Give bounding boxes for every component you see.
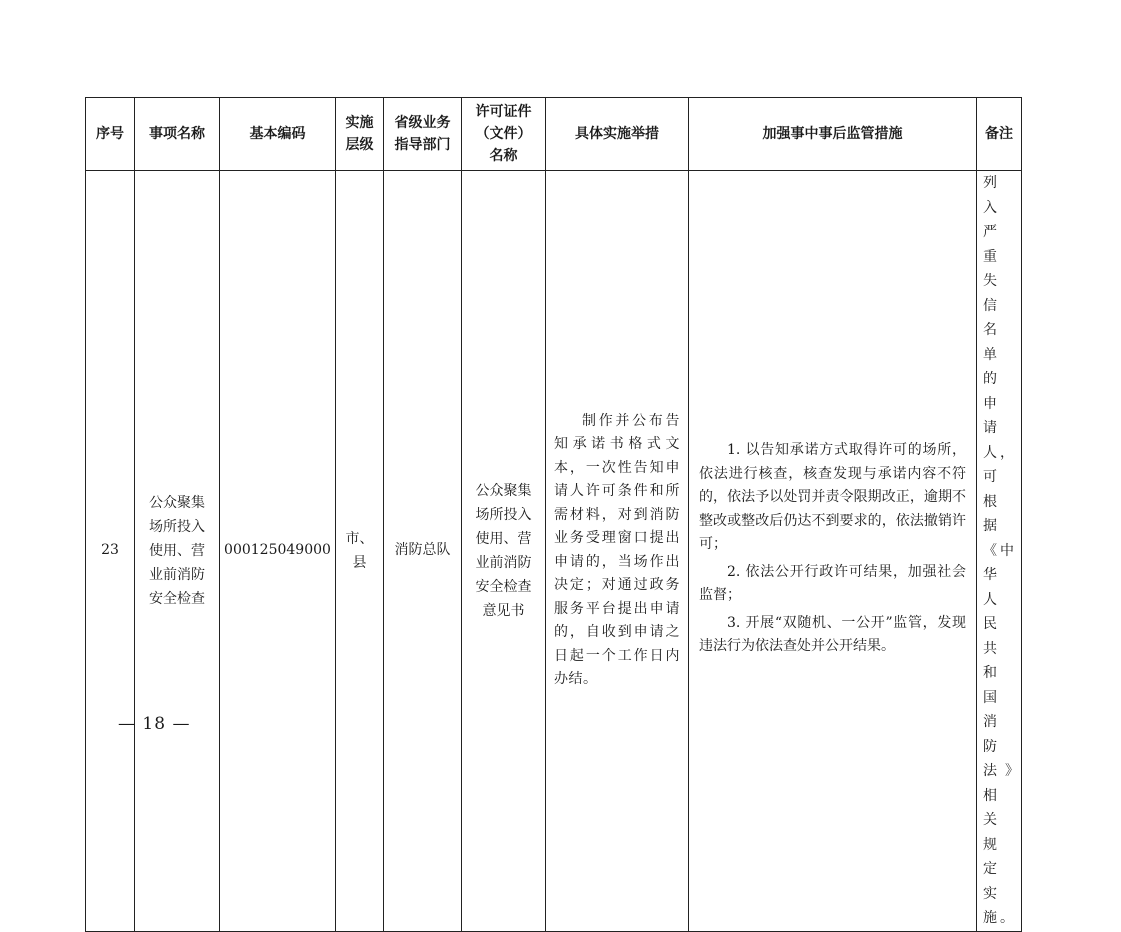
header-department: 省级业务 指导部门 (384, 98, 462, 171)
cell-remarks (977, 171, 1022, 932)
supervision-item-3: 3. 开展“双随机、一公开”监管，发现违法行为依法查处并公开结果。 (699, 614, 966, 654)
header-item-name: 事项名称 (135, 98, 220, 171)
certificate-text: 公众聚集 场所投入 使用、营 业前消防 安全检查 意见书 (475, 482, 532, 619)
supervision-item-2: 2. 依法公开行政许可结果，加强社会监督； (699, 563, 966, 603)
cell-measures (546, 171, 689, 932)
header-remarks: 备注 (977, 98, 1022, 171)
cell-basic-code: 000125049000 (220, 171, 336, 932)
supervision-item-1: 1. 以告知承诺方式取得许可的场所，依法进行核查，核查发现与承诺内容不符的，依法予以处罚并责令限期改正，逾期不整改或整改后仍达不到要求的，依法撤销许可； (699, 442, 966, 552)
cell-index: 23 (86, 171, 135, 932)
cell-department: 消防总队 (384, 171, 462, 932)
table-header-row (86, 98, 1022, 171)
cell-item-name (135, 171, 220, 932)
cell-supervision (689, 171, 977, 932)
page-number: — 18 — (118, 714, 191, 734)
header-basic-code: 基本编码 (220, 98, 336, 171)
header-supervision: 加强事中事后监管措施 (689, 98, 977, 171)
table-row (86, 171, 1022, 932)
level-text: 市、 县 (345, 530, 374, 571)
permit-table (85, 97, 1022, 932)
cell-certificate (462, 171, 546, 932)
header-index: 序号 (86, 98, 135, 171)
measures-text: 制作并公布告知承诺书格式文本，一次性告知申请人许可条件和所需材料，对到消防业务受理窗口提出申请的，当场作出决定；对通过政务服务平台提出申请的，自收到申请之日起一个工作日内办结。 (554, 412, 680, 688)
cell-level (336, 171, 384, 932)
header-measures: 具体实施举措 (546, 98, 689, 171)
header-certificate: 许可证件 （文件） 名称 (462, 98, 546, 171)
remarks-text: 列入严重失信名单的申请人，可根据《中华人民共和国消防法》相关规定实施。 (983, 175, 1017, 926)
header-level: 实施 层级 (336, 98, 384, 171)
item-name-text: 公众聚集 场所投入 使用、营 业前消防 安全检查 (149, 494, 205, 607)
